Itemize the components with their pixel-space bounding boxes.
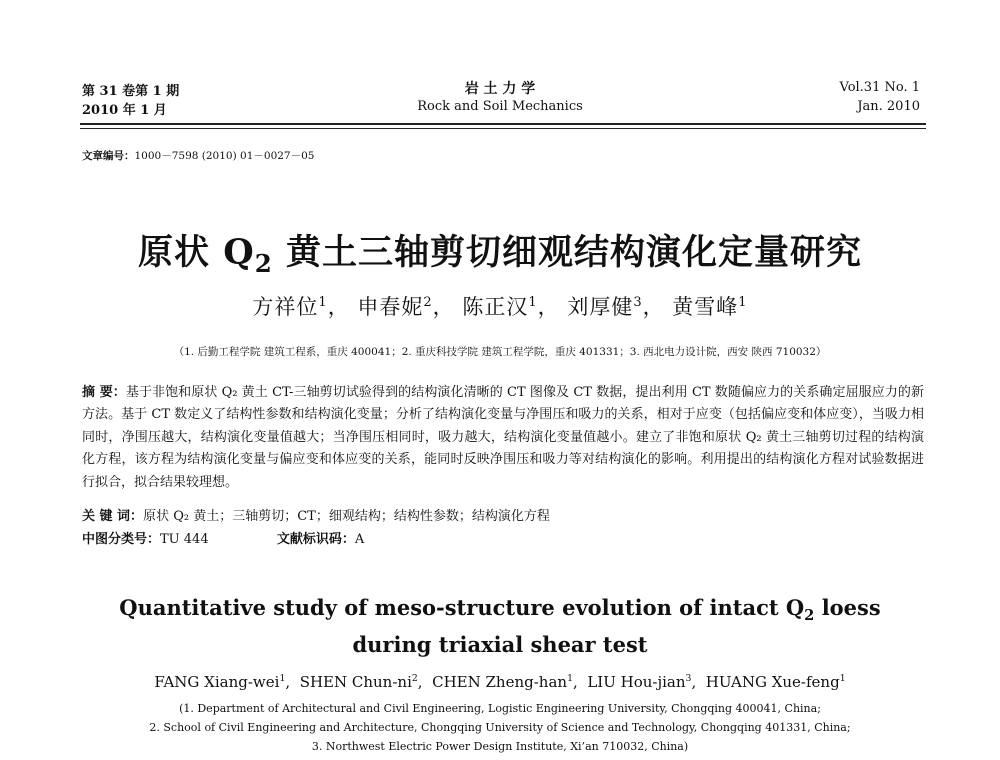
author-en: FANG Xiang-wei$^1$ xyxy=(154,673,286,691)
article-number xyxy=(82,148,314,163)
author-zh: 黄雪峰$^1$ xyxy=(672,295,748,319)
keywords xyxy=(82,505,550,524)
clc-label: 中图分类号： xyxy=(82,532,161,547)
abstract-label: 摘 要： xyxy=(82,385,126,400)
affiliations-zh: （1. 后勤工程学院 建筑工程系，重庆 400041；2. 重庆科技学院 建筑工程学院，重庆 401331；3. 西北电力设计院，西安 陕西 710032） xyxy=(173,346,827,358)
title-zh-post: 黄土三轴剪切细观结构演化定量研究 xyxy=(272,232,862,273)
affiliation-en-2: 2. School of Civil Engineering and Architecture, Chongqing University of Science and Technology, Chongqing 401331, China; xyxy=(149,721,851,734)
clc-value: TU 444 xyxy=(160,532,209,547)
classification xyxy=(82,528,364,547)
abstract xyxy=(82,382,924,494)
title-zh-sub: 2 xyxy=(254,249,273,278)
header-rule-thin xyxy=(80,128,926,129)
author-zh: 方祥位$^1$ xyxy=(252,295,328,319)
date-en: Jan. 2010 xyxy=(857,99,920,114)
doc-code-label: 文献标识码： xyxy=(276,532,355,547)
author-en: SHEN Chun-$ni^2$ xyxy=(299,673,418,691)
article-number-value: 1000－7598 (2010) 01－0027－05 xyxy=(134,150,315,162)
author-en: HUANG Xue-feng$^1$ xyxy=(705,673,846,691)
author-zh: 申春妮$^2$ xyxy=(357,295,433,319)
affiliation-en-1: (1. Department of Architectural and Civil Engineering, Logistic Engineering University, Chongqing 400041, China; xyxy=(179,702,821,715)
author-en: LIU Hou-jian$^3$ xyxy=(587,673,692,691)
journal-name-en: Rock and Soil Mechanics xyxy=(417,99,583,114)
date-zh: 2010 年 1 月 xyxy=(82,103,167,118)
volume-zh: 第 31 卷第 1 期 xyxy=(82,84,180,99)
volume-en: Vol.31 No. 1 xyxy=(839,80,920,95)
title-zh xyxy=(0,225,1000,278)
title-en-line1: Quantitative study of meso-structure evolution of intact $Q_2$ loess xyxy=(119,595,881,625)
title-en-line2: during triaxial shear test xyxy=(352,632,648,658)
header-rule-thick xyxy=(80,123,926,125)
keywords-label: 关 键 词： xyxy=(82,509,144,524)
abstract-text: 基于非饱和原状 Q₂ 黄土 CT-三轴剪切试验得到的结构演化清晰的 CT 图像及 CT 数据，提出利用 CT 数随偏应力的关系确定屈服应力的新方法。基于 CT 数定义了结构性参数和结构演化变量；分析了结构演化变量与净围压和吸力的关系，相对于应变（包括偏应变和体应变），当吸力相同时，净围压越大，结构演化变量值越大；当净围压相同时，吸力越大，结构演化变量值越小。建立了非饱和原状 Q₂ 黄土三轴剪切过程的结构演化方程，该方程为结构演化变量与偏应变和体应变的关系，能同时反映净围压和吸力等对结构演化的影响。利用提出的结构演化方程对试验数据进行拟合，拟合结果较理想。 xyxy=(82,385,925,490)
author-en: CHEN Zheng-han$^1$ xyxy=(432,673,573,691)
title-en xyxy=(0,593,1000,659)
authors-zh: 方祥位$^1$， 申春妮$^2$， 陈正汉$^1$， 刘厚健$^3$， 黄雪峰$^1$ xyxy=(252,295,748,319)
journal-name-zh: 岩 土 力 学 xyxy=(464,81,536,97)
article-number-label: 文章编号： xyxy=(82,150,135,162)
author-zh: 刘厚健$^3$ xyxy=(567,295,643,319)
title-zh-pre: 原状 Q xyxy=(138,232,255,273)
keywords-text: 原状 Q₂ 黄土；三轴剪切；CT；细观结构；结构性参数；结构演化方程 xyxy=(143,509,550,524)
affiliation-en-3: 3. Northwest Electric Power Design Institute, Xi’an 710032, China) xyxy=(311,740,689,753)
authors-en: FANG Xiang-wei$^1$, SHEN Chun-$ni^2$, CHEN Zheng-han$^1$, LIU Hou-jian$^3$, HUANG Xue-feng$^1$ xyxy=(154,673,846,691)
author-zh: 陈正汉$^1$ xyxy=(462,295,538,319)
doc-code-value: A xyxy=(354,532,365,547)
